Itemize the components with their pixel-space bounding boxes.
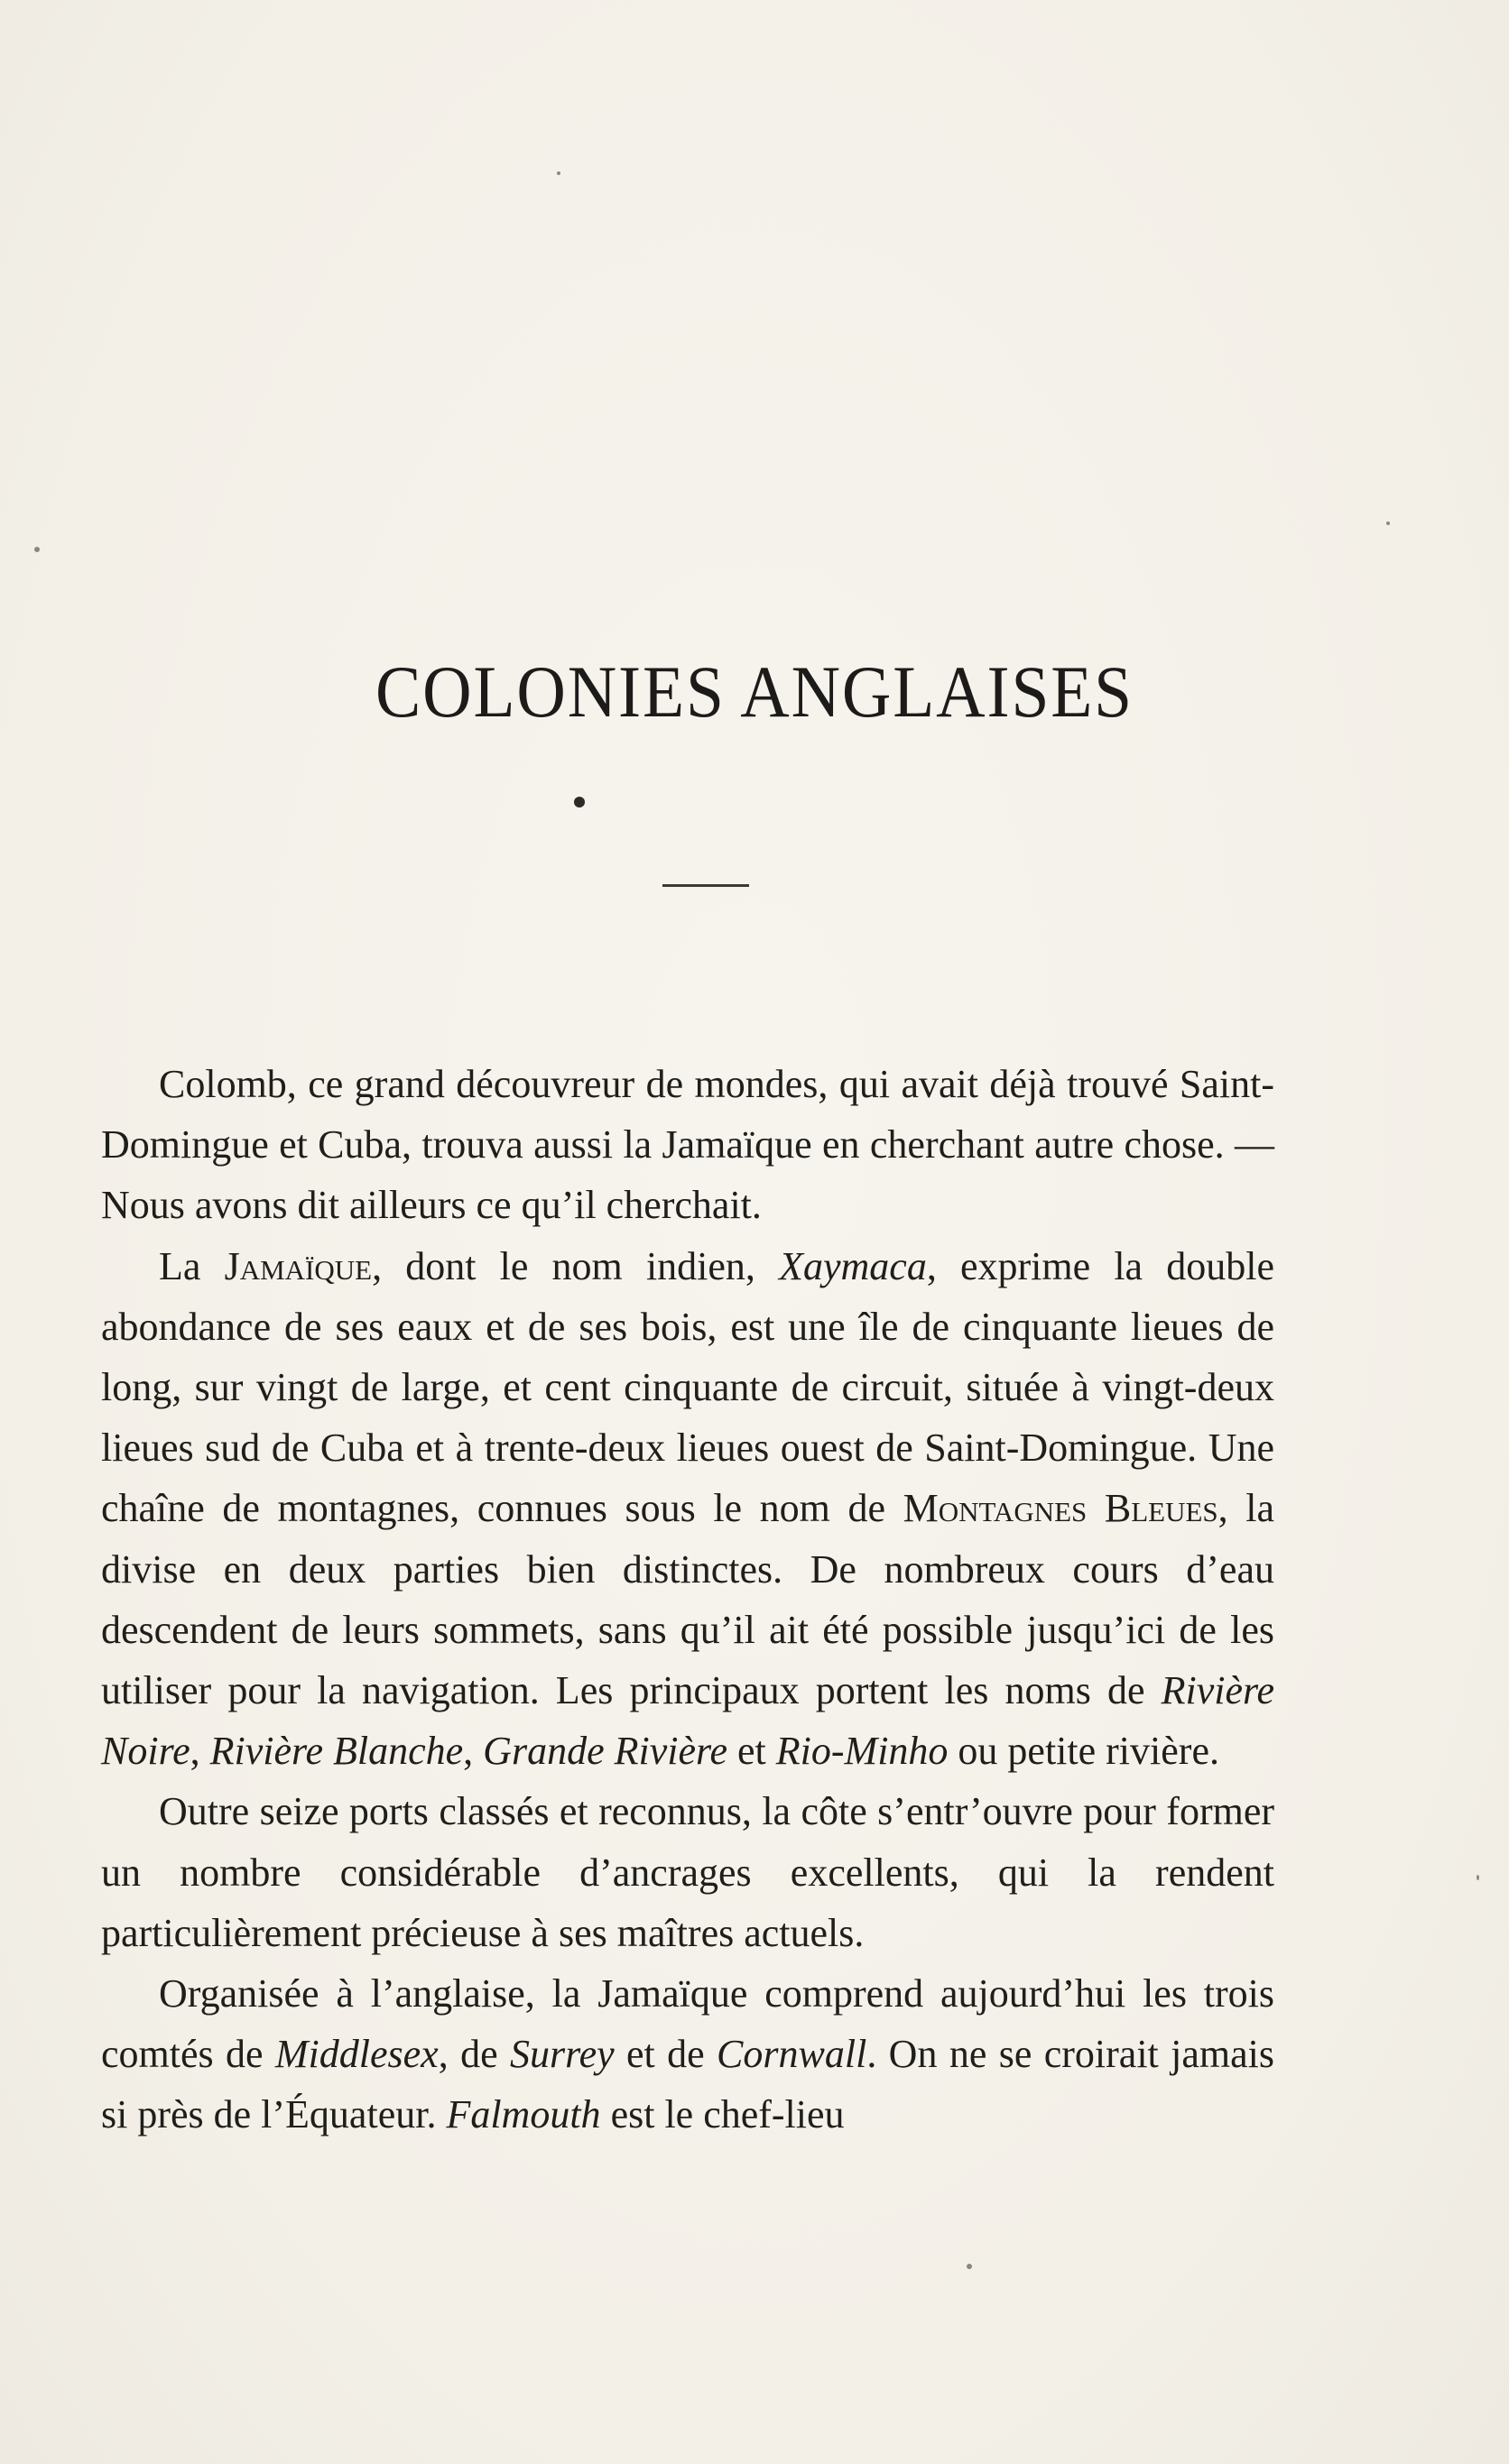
text-run: ou petite rivière. <box>948 1729 1219 1774</box>
body-text <box>101 1054 1274 2146</box>
italic-text: Surrey <box>509 2032 615 2077</box>
italic-text: Rio-Minho <box>775 1729 949 1774</box>
italic-text: Falmouth <box>446 2092 601 2137</box>
chapter-title: COLONIES ANGLAISES <box>375 651 1134 733</box>
paper-speck <box>1386 521 1390 525</box>
text-run: , <box>190 1729 210 1774</box>
text-run: , exprime la double abondance de ses eaux et de ses bois, est une île de cinquante lieues de long, sur vingt de large, et cent cinquante de circuit, située à vingt-deux lieues sud de Cuba et à trente-deux lieues ouest de Saint-Domingue. Une chaîne de montagnes, connues sous le nom de <box>101 1243 1275 1531</box>
text-run: , la divise en deux parties bien distinctes. De nombreux cours d’eau descendent de leurs sommets, sans qu’il ait été possible jusqu’ici de les utiliser pour la navigation. Les principaux portent les noms de <box>101 1486 1274 1713</box>
body-paragraph <box>101 1236 1274 1782</box>
italic-text: Grande Rivière <box>483 1729 728 1774</box>
text-run: Organisée à l’anglaise, la Jamaïque comprend aujourd’hui les trois comtés de <box>101 1971 1274 2077</box>
text-run: , <box>463 1729 484 1774</box>
text-run: La <box>159 1243 225 1288</box>
text-run: , dont le nom indien, <box>372 1243 780 1288</box>
ink-dot <box>574 797 585 807</box>
small-caps-text: Montagnes Bleues <box>903 1486 1218 1531</box>
text-run: Outre seize ports classés et reconnus, la côte s’entr’ouvre pour former un nombre considérable d’ancrages excellents, qui la rendent particulièrement précieuse à ses maîtres actuels. <box>101 1789 1274 1955</box>
body-paragraph <box>101 1963 1274 2146</box>
italic-text: Xaymaca <box>779 1243 927 1288</box>
title-rule <box>662 884 749 887</box>
text-run: et de <box>614 2032 717 2077</box>
text-run: Colomb, ce grand découvreur de mondes, qui avait déjà trouvé Saint-Domingue et Cuba, trouva aussi la Jamaïque en cherchant autre chose. — Nous avons dit ailleurs ce qu’il cherchait. <box>101 1062 1274 1228</box>
text-run: . On ne se croirait jamais si près de l’Équateur. <box>101 2032 1274 2137</box>
italic-text: Rivière Noire <box>101 1668 1274 1774</box>
paper-speck <box>557 171 560 175</box>
italic-text: Cornwall <box>717 2032 867 2077</box>
text-run: et <box>727 1729 776 1774</box>
small-caps-text: Jamaïque <box>224 1243 373 1288</box>
body-paragraph <box>101 1054 1274 1236</box>
body-paragraph <box>101 1781 1274 1963</box>
paper-speck <box>1477 1875 1479 1880</box>
paper-speck <box>967 2264 972 2269</box>
italic-text: Middlesex <box>274 2032 439 2077</box>
text-run: est le chef-lieu <box>600 2092 845 2137</box>
italic-text: Rivière Blanche <box>209 1729 464 1774</box>
paper-speck <box>34 547 40 552</box>
text-run: , de <box>438 2032 510 2077</box>
